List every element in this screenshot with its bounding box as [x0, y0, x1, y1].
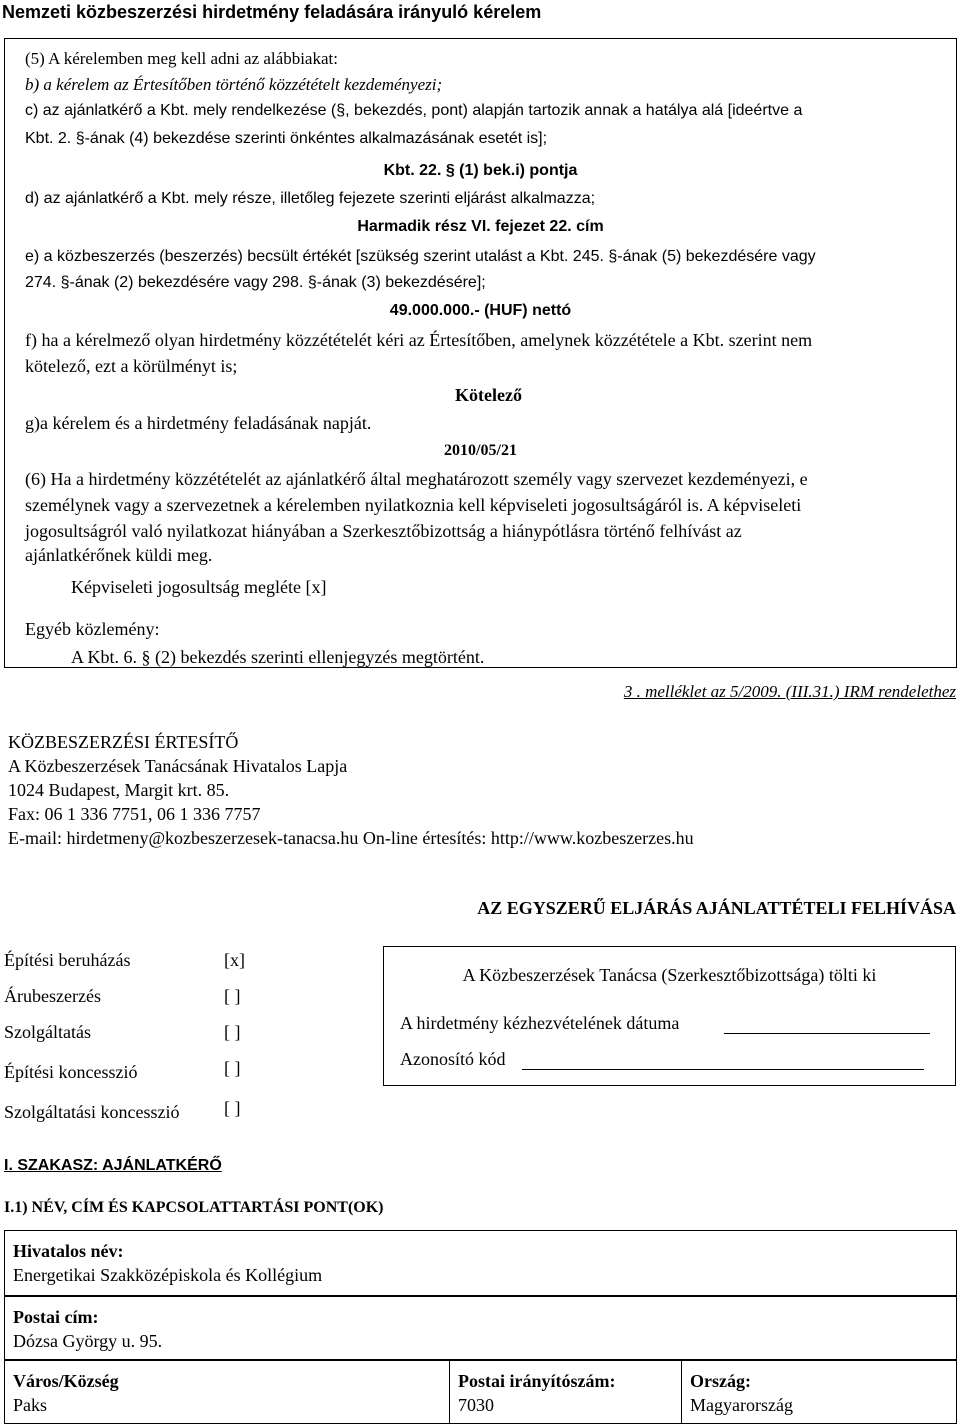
- request-box: [4, 38, 957, 668]
- council-box: [383, 946, 956, 1086]
- type-mark-works-concession[interactable]: [ ]: [224, 1058, 241, 1078]
- receipt-date-field[interactable]: [724, 1033, 930, 1034]
- publisher-subtitle: A Közbeszerzések Tanácsának Hivatalos Lapja: [8, 756, 348, 776]
- item-e-line1: e) a közbeszerzés (beszerzés) becsült értékét [szükség szerint utalást a Kbt. 245. §-ának (5) bekezdésére vagy: [25, 248, 816, 265]
- postal-address-label: Postai cím:: [13, 1307, 99, 1327]
- type-mark-services-concession[interactable]: [ ]: [224, 1098, 241, 1118]
- type-label-works-concession: Építési koncesszió: [4, 1062, 138, 1082]
- council-box-title: A Közbeszerzések Tanácsa (Szerkesztőbizottsága) tölti ki: [462, 965, 877, 985]
- receipt-date-label: A hirdetmény kézhezvételének dátuma: [400, 1013, 680, 1033]
- item-g-value: 2010/05/21: [444, 442, 517, 459]
- publisher-address: 1024 Budapest, Margit krt. 85.: [8, 780, 230, 800]
- zip-value[interactable]: 7030: [458, 1395, 494, 1415]
- type-mark-supplies[interactable]: [ ]: [224, 986, 241, 1006]
- postal-address-value[interactable]: Dózsa György u. 95.: [13, 1331, 163, 1351]
- item-f-line1: f) ha a kérelmező olyan hirdetmény közzétételét kéri az Értesítőben, amelynek közzététele a Kbt. szerint nem: [25, 330, 813, 350]
- section1-subtitle: I.1) NÉV, CÍM ÉS KAPCSOLATTARTÁSI PONT(OK): [4, 1199, 384, 1216]
- item-e-line2: 274. §-ának (2) bekezdésére vagy 298. §-ának (3) bekezdésére];: [25, 274, 486, 291]
- official-name-value[interactable]: Energetikai Szakközépiskola és Kollégium: [13, 1265, 323, 1285]
- item-b: b) a kérelem az Értesítőben történő közzétételt kezdeményezi;: [25, 75, 443, 94]
- type-label-works: Építési beruházás: [4, 950, 131, 970]
- other-notice-label: Egyéb közlemény:: [25, 619, 160, 639]
- annex-reference: 3 . melléklet az 5/2009. (III.31.) IRM rendelethez: [623, 682, 956, 701]
- type-label-services: Szolgáltatás: [4, 1022, 91, 1042]
- item-c-line2: Kbt. 2. §-ának (4) bekezdése szerinti önkéntes alkalmazásának esetét is];: [25, 130, 548, 147]
- country-label: Ország:: [690, 1371, 751, 1391]
- city-value[interactable]: Paks: [13, 1395, 48, 1415]
- section1-title: I. SZAKASZ: AJÁNLATKÉRŐ: [4, 1157, 222, 1174]
- country-box: [681, 1360, 957, 1424]
- item-g: g)a kérelem és a hirdetmény feladásának napját.: [25, 413, 372, 433]
- intro-text: (5) A kérelemben meg kell adni az alábbiakat:: [25, 49, 338, 68]
- city-label: Város/Község: [13, 1371, 119, 1391]
- page-title: Nemzeti közbeszerzési hirdetmény feladására irányuló kérelem: [2, 2, 542, 22]
- item-d-value: Harmadik rész VI. fejezet 22. cím: [357, 218, 604, 235]
- official-name-label: Hivatalos név:: [13, 1241, 124, 1261]
- item-e-value: 49.000.000.- (HUF) nettó: [389, 302, 572, 319]
- type-label-services-concession: Szolgáltatási koncesszió: [4, 1102, 180, 1122]
- official-name-box: [4, 1230, 957, 1296]
- postal-address-box: [4, 1296, 957, 1360]
- para6-line1: (6) Ha a hirdetmény közzétételét az ajánlatkérő által meghatározott személy vagy szervezet kezdeményezi, e: [25, 469, 808, 489]
- country-value[interactable]: Magyarország: [690, 1395, 793, 1415]
- type-mark-services[interactable]: [ ]: [224, 1022, 241, 1042]
- other-notice-value: A Kbt. 6. § (2) bekezdés szerinti ellenjegyzés megtörtént.: [71, 647, 485, 667]
- item-c-line1: c) az ajánlatkérő a Kbt. mely rendelkezése (§, bekezdés, pont) alapján tartozik annak a hatálya alá [ideértve a: [25, 102, 803, 119]
- publisher-fax: Fax: 06 1 336 7751, 06 1 336 7757: [8, 804, 261, 824]
- item-c-value: Kbt. 22. § (1) bek.i) pontja: [383, 162, 578, 179]
- para6-line3: jogosultságról való nyilatkozat hiányában a Szerkesztőbizottság a hiánypótlásra történő felhívást az: [25, 521, 742, 541]
- publisher-email: E-mail: hirdetmeny@kozbeszerzesek-tanacsa.hu On-line értesítés: http://www.kozbeszerzes.hu: [8, 828, 694, 848]
- para6-line4: ajánlatkérőnek küldi meg.: [25, 545, 213, 565]
- publisher-name: KÖZBESZERZÉSI ÉRTESÍTŐ: [8, 732, 239, 752]
- zip-label: Postai irányítószám:: [458, 1371, 616, 1391]
- para6-line2: személynek vagy a szervezetnek a kérelemben nyilatkoznia kell képviseleti jogosultságáról is. A képviseleti: [25, 495, 802, 515]
- representation-text: Képviseleti jogosultság megléte [x]: [71, 577, 327, 597]
- item-f-value: Kötelező: [455, 385, 522, 405]
- type-mark-works[interactable]: [x]: [224, 950, 245, 970]
- item-f-line2: kötelező, ezt a körülményt is;: [25, 356, 238, 376]
- notice-title: AZ EGYSZERŰ ELJÁRÁS AJÁNLATTÉTELI FELHÍVÁSA: [477, 898, 956, 918]
- zip-box: [449, 1360, 682, 1424]
- type-label-supplies: Árubeszerzés: [4, 986, 101, 1006]
- identifier-field[interactable]: [522, 1069, 924, 1070]
- city-box: [4, 1360, 450, 1424]
- item-d: d) az ajánlatkérő a Kbt. mely része, illetőleg fejezete szerinti eljárást alkalmazza;: [25, 190, 596, 207]
- identifier-label: Azonosító kód: [400, 1049, 506, 1069]
